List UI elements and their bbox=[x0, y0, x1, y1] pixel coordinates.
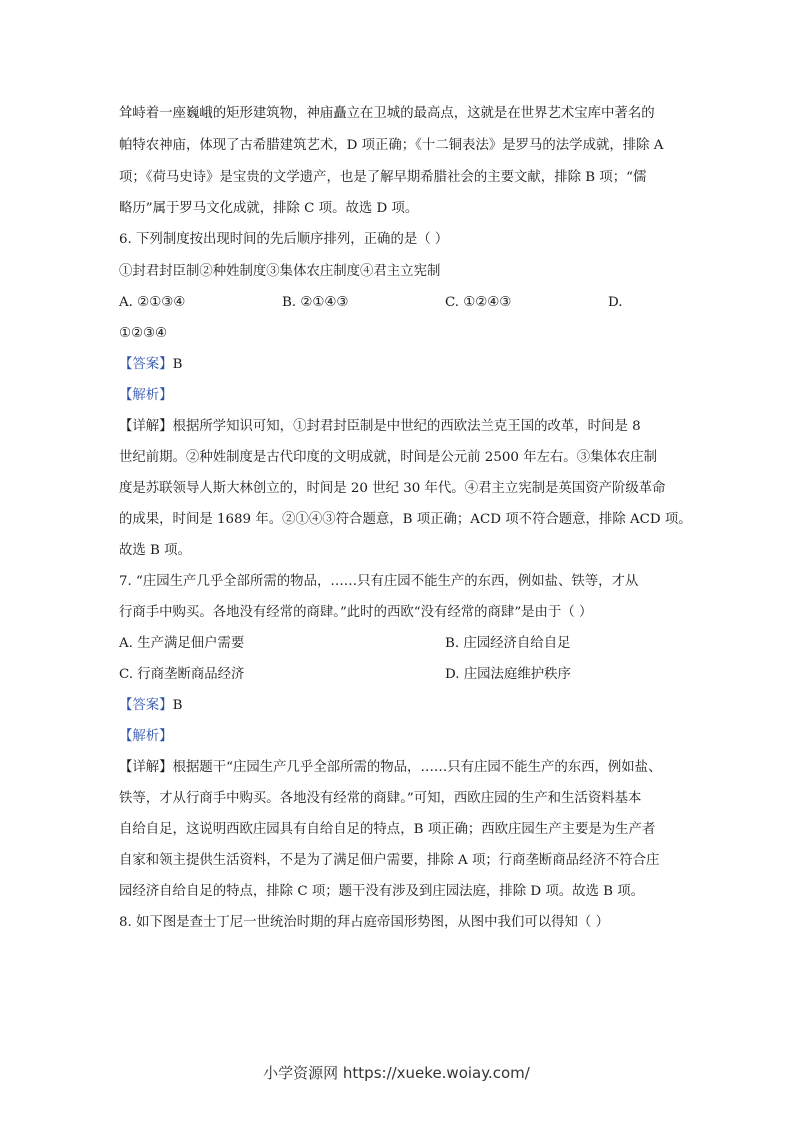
intro-line: 略历”属于罗马文化成就，排除 C 项。故选 D 项。 bbox=[119, 201, 419, 216]
q7-option-b: B. 庄园经济自给自足 bbox=[445, 636, 571, 651]
q6-option-d-value: ①②③④ bbox=[119, 326, 168, 341]
q6-option-a: A. ②①③④ bbox=[119, 295, 186, 310]
q6-detail-line bbox=[119, 417, 679, 437]
detail-tag: 【详解】 bbox=[119, 419, 173, 434]
detail-tag: 【详解】 bbox=[119, 760, 173, 775]
q7-option-a: A. 生产满足佃户需要 bbox=[119, 636, 245, 651]
detail-text: 根据题干“庄园生产几乎全部所需的物品，……只有庄园不能生产的东西，例如盐、 bbox=[172, 760, 662, 775]
footer-source: 小学资源网 https://xueke.woiay.com/ bbox=[263, 1064, 530, 1082]
answer-value: B bbox=[172, 357, 183, 372]
answer-value: B bbox=[172, 698, 183, 713]
q6-answer bbox=[119, 355, 679, 375]
answer-tag: 【答案】 bbox=[119, 357, 173, 372]
answer-tag: 【答案】 bbox=[119, 698, 173, 713]
q7-detail-line: 铁等，才从行商手中购买。各地没有经常的商肆。”可知，西欧庄园的生产和生活资料基本 bbox=[119, 791, 642, 806]
q6-analysis-tag: 【解析】 bbox=[119, 388, 173, 403]
q7-detail-line: 自给自足，这说明西欧庄园具有自给自足的特点，B 项正确；西欧庄园生产主要是为生产者 bbox=[119, 822, 656, 837]
intro-line: 耸峙着一座巍峨的矩形建筑物，神庙矗立在卫城的最高点，这就是在世界艺术宝库中著名的 bbox=[119, 106, 655, 121]
q6-option-c: C. ①②④③ bbox=[445, 295, 512, 310]
question-6-stem: 6. 下列制度按出现时间的先后顺序排列，正确的是（ ） bbox=[119, 232, 449, 247]
q6-detail-line: 度是苏联领导人斯大林创立的，时间是 20 世纪 30 年代。④君主立宪制是英国资产阶级革命 bbox=[119, 481, 666, 496]
q7-option-c: C. 行商垄断商品经济 bbox=[119, 667, 245, 682]
q6-detail-line: 的成果，时间是 1689 年。②①④③符合题意，B 项正确；ACD 项不符合题意，排除 ACD 项。 bbox=[119, 512, 692, 527]
question-6-items: ①封君封臣制②种姓制度③集体农庄制度④君主立宪制 bbox=[119, 264, 441, 279]
intro-line: 项；《荷马史诗》是宝贵的文学遗产，也是了解早期希腊社会的主要文献，排除 B 项；“儒 bbox=[119, 170, 647, 185]
q6-detail-line: 故选 B 项。 bbox=[119, 543, 191, 558]
q6-detail-line: 世纪前期。②种姓制度是古代印度的文明成就，时间是公元前 2500 年左右。③集体农庄制 bbox=[119, 450, 658, 465]
q7-option-d: D. 庄园法庭维护秩序 bbox=[445, 667, 571, 682]
question-8-stem: 8. 如下图是查士丁尼一世统治时期的拜占庭帝国形势图，从图中我们可以得知（ ） bbox=[119, 915, 609, 930]
q7-detail-line: 园经济自给自足的特点，排除 C 项；题干没有涉及到庄园法庭，排除 D 项。故选 B 项。 bbox=[119, 884, 645, 899]
q7-detail-line bbox=[119, 758, 679, 778]
q7-answer bbox=[119, 696, 679, 716]
q6-option-b: B. ②①④③ bbox=[282, 295, 349, 310]
question-7-stem: 7. “庄园生产几乎全部所需的物品，……只有庄园不能生产的东西，例如盐、铁等，才从 bbox=[119, 574, 639, 589]
question-7-stem: 行商手中购买。各地没有经常的商肆。”此时的西欧“没有经常的商肆”是由于（ ） bbox=[119, 605, 593, 620]
q7-detail-line: 自家和领主提供生活资料，不是为了满足佃户需要，排除 A 项；行商垄断商品经济不符合庄 bbox=[119, 853, 660, 868]
q7-analysis-tag: 【解析】 bbox=[119, 729, 173, 744]
intro-line: 帕特农神庙，体现了古希腊建筑艺术，D 项正确；《十二铜表法》是罗马的法学成就，排除 A bbox=[119, 138, 664, 153]
q6-option-d: D. bbox=[608, 295, 623, 310]
detail-text: 根据所学知识可知，①封君封臣制是中世纪的西欧法兰克王国的改革，时间是 8 bbox=[172, 419, 641, 434]
